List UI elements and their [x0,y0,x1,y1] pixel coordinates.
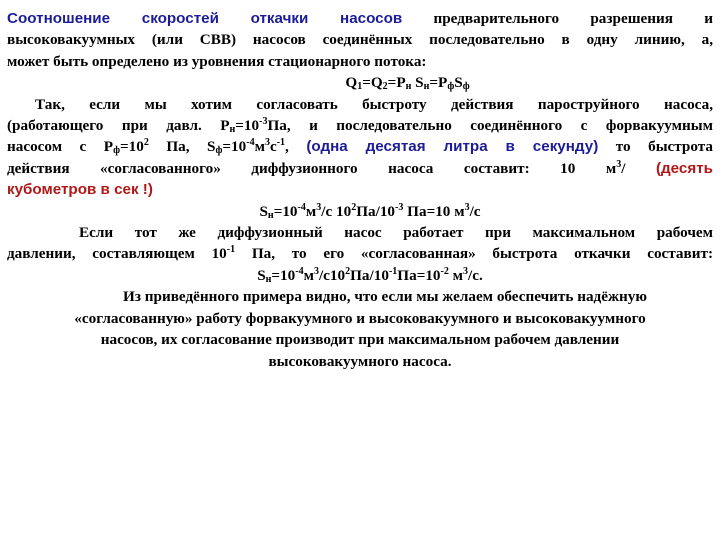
flow-equation: $Q_1=Q_2=P_н$ $S_н=P_фS_ф$ [345,74,470,93]
highlight-blue: (одна десятая литра в секунду) [306,138,599,156]
example-line-4: действия «согласованного» диффузионного насоса составит: 10 $м^3/$ (десять [7,158,713,177]
example-line-1: Так, если мы хотим согласовать быстроту действия пароструйного насоса, [35,95,713,113]
intro-line-3: может быть определено из уровнения стационарного потока: [7,52,427,70]
conclusion-line-1: Из приведённого примера видно, что если мы желаем обеспечить надёжную [123,288,647,306]
speed-equation-2: $S_н=10^{-4}м^3/с10^2Па/10^{-1}Па=10^{-2}$ $м^3/с$. [257,265,483,285]
max-pressure-line-2: давлении, составляющем $10^{-1}$ Па, то его «согласованная» быстрота откачки составит: [7,244,713,263]
highlight-red: (десять [655,159,713,177]
conclusion-line-3: насосов, их согласование производит при максимальном рабочем давлении [100,331,620,349]
intro-text: предварительного разрешения и [402,10,713,27]
intro-line-1 [7,8,713,29]
conclusion-line-4: высоковакуумного насоса. [268,352,452,370]
intro-line-2: высоковакуумных (или СВВ) насосов соединённых последовательно в одну линию, а, [7,31,713,49]
conclusion-line-2: «согласованную» работу форвакуумного и высоковакуумного и высоковакуумного [74,309,646,327]
slide-text [7,8,713,372]
speed-equation-1: $S_н=10^{-4}м^3/с$ $10^2Па/10^{-3}$ Па=10 $м^3/с$ [259,201,481,221]
example-line-2: (работающего при давл. $P_н=10^{-3}Па$, и последовательно соединённого с форвакуумным [7,116,713,136]
example-line-3: насосом с $P_ф=10^2$ Па, $S_ф=10^{-4}м^3с^{-1}$, (одна десятая литра в секунду) то быстрота [7,137,714,157]
heading-text: Соотношение скоростей откачки насосов [7,10,403,27]
example-line-5 [7,179,713,200]
highlight-red-cont: кубометров в сек !) [7,181,153,199]
max-pressure-line-1: Если тот же диффузионный насос работает при максимальном рабочем [79,224,713,242]
